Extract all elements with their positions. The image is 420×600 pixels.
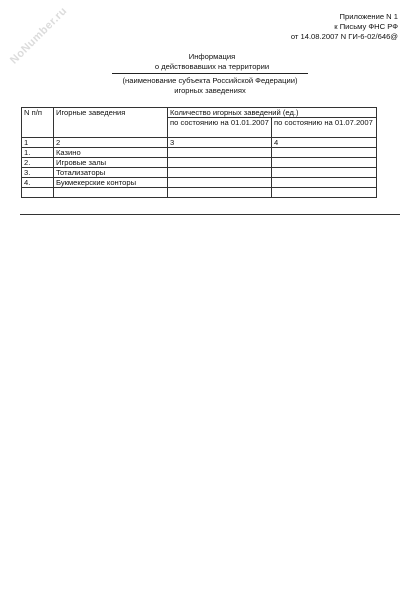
header-number: N п/п (22, 108, 54, 138)
row-number: 1. (22, 148, 54, 158)
region-caption (0, 76, 420, 96)
table-row (22, 168, 377, 178)
region-caption-line-2: игорных заведениях (174, 86, 246, 95)
row-number: 4. (22, 178, 54, 188)
table-row (22, 148, 377, 158)
row-value-1 (168, 188, 272, 198)
row-number (22, 188, 54, 198)
appendix-header (291, 12, 398, 42)
index-cell: 4 (272, 138, 377, 148)
index-cell: 2 (54, 138, 168, 148)
document-subtitle: о действовавших на территории (154, 62, 270, 71)
header-establishments: Игорные заведения (54, 108, 168, 138)
header-count: Количество игорных заведений (ед.) (168, 108, 377, 118)
document-title: Информация (188, 52, 236, 61)
document-heading (0, 52, 420, 72)
appendix-line-1: Приложение N 1 (339, 12, 398, 21)
appendix-line-3: от 14.08.2007 N ГИ-6-02/646@ (290, 32, 398, 41)
region-blank-line (112, 73, 308, 74)
table-index-row (22, 138, 377, 148)
row-number: 3. (22, 168, 54, 178)
table-row (22, 178, 377, 188)
row-value-2 (272, 168, 377, 178)
gambling-establishments-table (21, 107, 377, 198)
appendix-line-2: к Письму ФНС РФ (334, 22, 398, 31)
row-name (54, 188, 168, 198)
row-value-2 (272, 158, 377, 168)
table-row-empty (22, 188, 377, 198)
row-name: Тотализаторы (54, 168, 168, 178)
bottom-divider (20, 214, 400, 215)
row-number: 2. (22, 158, 54, 168)
row-name: Казино (54, 148, 168, 158)
row-value-1 (168, 178, 272, 188)
header-date-2: по состоянию на 01.07.2007 (272, 118, 377, 138)
watermark: NoNumber.ru (8, 4, 70, 67)
index-cell: 3 (168, 138, 272, 148)
row-value-2 (272, 178, 377, 188)
index-cell: 1 (22, 138, 54, 148)
row-value-1 (168, 168, 272, 178)
table-row (22, 158, 377, 168)
row-value-1 (168, 148, 272, 158)
row-value-2 (272, 148, 377, 158)
header-date-1: по состоянию на 01.01.2007 (168, 118, 272, 138)
region-caption-line-1: (наименование субъекта Российской Федерации) (122, 76, 298, 85)
row-value-2 (272, 188, 377, 198)
row-name: Букмекерские конторы (54, 178, 168, 188)
row-value-1 (168, 158, 272, 168)
table-header-row (22, 108, 377, 118)
row-name: Игровые залы (54, 158, 168, 168)
